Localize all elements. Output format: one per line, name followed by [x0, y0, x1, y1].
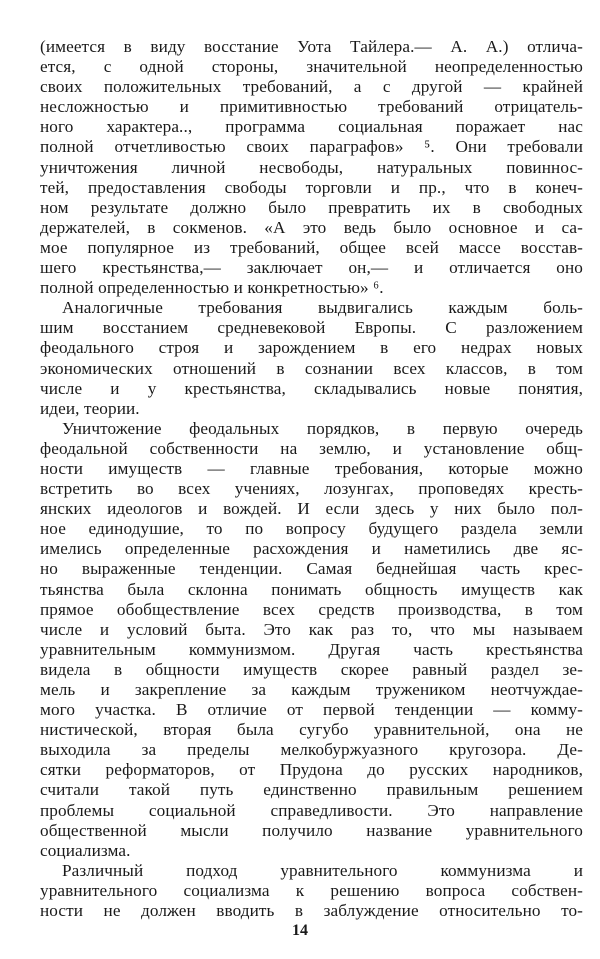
text-line: феодального строя и зарождением в его недрах новых: [40, 338, 583, 358]
text-line: проблемы социальной справедливости. Это направление: [40, 800, 583, 820]
text-line: социализма.: [40, 840, 131, 860]
text-line: уравнительного социализма к решению вопроса собствен-: [40, 880, 583, 900]
text-line: прямое обобществление всех средств производства, в том: [40, 599, 583, 619]
text-line: мого участка. В отличие от первой тенденции — комму-: [40, 700, 583, 720]
text-line: общественной мысли получило название уравнительного: [40, 820, 583, 840]
text-line: держателей, в сокменов. «А это ведь было основное и са-: [40, 217, 583, 237]
text-line: ном результате должно было превратить их в свободных: [40, 197, 583, 217]
text-line: янских идеологов и вождей. И если здесь у них было пол-: [40, 499, 583, 519]
paragraph: [40, 861, 583, 921]
page-body: [40, 37, 583, 921]
text-line: своих положительных требований, а с другой — крайней: [40, 77, 583, 97]
text-line: уравнительным коммунизмом. Другая часть крестьянства: [40, 639, 583, 659]
text-line: мое популярное из требований, общее всей массе восстав-: [40, 237, 583, 257]
text-line: числе и условий быта. Это как раз то, что мы называем: [40, 619, 583, 639]
page-number: 14: [292, 922, 308, 939]
text-line: уничтожения личной несвободы, натуральных повиннос-: [40, 157, 583, 177]
text-line: идеи, теории.: [40, 398, 140, 418]
text-line: (имеется в виду восстание Уота Тайлера.— А. А.) отлича-: [40, 37, 583, 56]
text-line: ное единодушие, то по вопросу будущего раздела земли: [40, 519, 583, 539]
paragraph: [40, 37, 583, 298]
text-line: полной отчетливостью своих параграфов» ⁵. Они требовали: [40, 137, 583, 157]
text-line: экономических отношений в сознании всех классов, в том: [40, 358, 583, 378]
text-line: считали такой путь единственно правильным решением: [40, 780, 583, 800]
text-line: Аналогичные требования выдвигались каждым боль-: [62, 298, 583, 318]
text-line: ности не должен вводить в заблуждение относительно то-: [40, 901, 583, 921]
text-line: ности имуществ — главные требования, которые можно: [40, 458, 583, 478]
text-line: Уничтожение феодальных порядков, в первую очередь: [62, 418, 583, 438]
text-line: нистической, вторая была сугубо уравнительной, она не: [40, 720, 583, 740]
text-line: Различный подход уравнительного коммунизма и: [62, 860, 583, 880]
text-line: выходила за пределы мелкобуржуазного кругозора. Де-: [40, 740, 583, 760]
text-line: шим восстанием средневековой Европы. С разложением: [40, 318, 583, 338]
text-line: сятки реформаторов, от Прудона до русских народников,: [40, 760, 583, 780]
text-line: полной определенностью и конкретностью» ⁶.: [40, 278, 384, 298]
text-line: имелись определенные расхождения и наметились две яс-: [40, 539, 583, 559]
paragraph: [40, 298, 583, 419]
text-line: но выраженные тенденции. Самая беднейшая часть крес-: [40, 559, 583, 579]
text-line: мель и закрепление за каждым тружеником неотчуждае-: [40, 680, 583, 699]
text-line: числе и у крестьянства, складывались новые понятия,: [40, 378, 583, 398]
text-line: ного характера.., программа социальная поражает нас: [40, 117, 583, 137]
text-line: шего крестьянства,— заключает он,— и отличается оно: [40, 258, 583, 278]
text-line: феодальной собственности на землю, и установление общ-: [40, 438, 583, 458]
text-line: видела в общности имуществ скорее равный раздел зе-: [40, 659, 583, 679]
text-line: тей, предоставления свободы торговли и пр., что в конеч-: [40, 177, 583, 197]
paragraph: [40, 419, 583, 861]
text-line: встретить во всех учениях, лозунгах, проповедях кресть-: [40, 479, 583, 499]
text-line: тьянства была склонна понимать общность имуществ как: [40, 579, 583, 599]
text-line: несложностью и примитивностью требований отрицатель-: [40, 97, 583, 117]
text-line: ется, с одной стороны, значительной неопределенностью: [40, 57, 583, 77]
